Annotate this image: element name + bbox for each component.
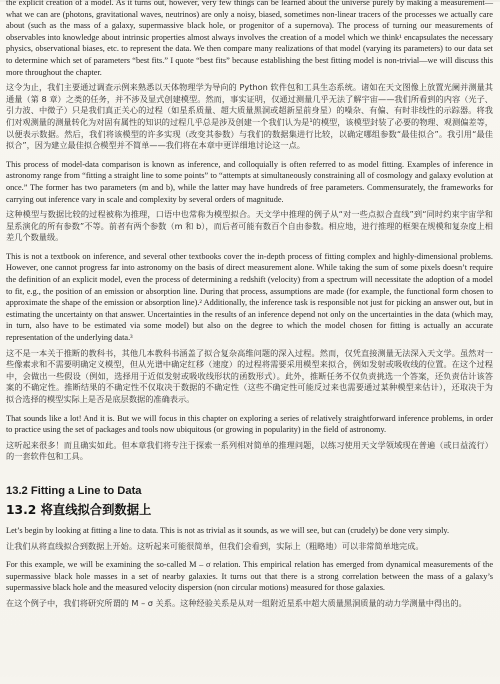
paragraph-en-1: the explicit creation of a model. As it turns out, however, very few things can be learned about the universe purely by making a measurement—what we can are (photons, gravitational waves, neutrinos) are only a noisy, biased, sometimes non-linear tracers of the processes we actually care about (such as the mass of a galaxy, supermassive black hole, or progenitor of a supernova). The process of turning our measurements of observables into knowledge about intrinsic properties almost always involves the creation of a model which we think¹ encapsulates the necessary physics, observational biases, etc. to represent the data. We then compare many realizations of that model (varying its parameters) to our data set to determine which set of parameters “best fits.” I quote “best fits” because establishing the best fitting model is non-trivial—we will discuss this more throughout the chapter. [6, 0, 493, 77]
section-spacer [6, 470, 493, 474]
paragraph-zh-1: 这令为止，我们主要通过调查示例来熟悉以天体物理学为导向的 Python 软件包和工具生态系统。诸如在天文图像上放置光阑并测量其通量（第 8 章）之类的任务，并不涉及显式创建模型。然而，事实证明，仅通过测量几乎无法了解宇宙——我们所看到的内容（光子、引力波、中微子）只是我们真正关心的过程（如星系质量、超大质量黑洞或超新星前身星）的噪杂、有偏、有时非线性的示踪器。将我们对观测量的测量转化为对固有属性的知识的过程几乎总是涉及创建一个我们认为是¹的模型，该模型封装了必要的物理、观测偏差等，以便表示数据。然后，我们将该模型的许多实现（改变其参数）与我们的数据集进行比较，以确定哪组参数“最佳拟合”。我引用“最佳拟合”，因为建立最佳拟合模型并不简单——我们将在本章中更详细地讨论这一点。 [6, 82, 493, 151]
bottom-fade [0, 674, 500, 684]
page-top-shadow [0, 0, 500, 2]
section-title-zh: 13.2 将直线拟合到数据上 [6, 502, 152, 517]
paragraph-zh-4: 这听起来很多！而且确实如此。但本章我们将专注于探索一系列相对简单的推理问题，以练习使用天文学领域现在普遍（或日益流行）的一套软件包和工具。 [6, 439, 493, 462]
paragraph-zh-3: 这不是一本关于推断的教科书，其他几本教科书涵盖了拟合复杂高维问题的深入过程。然而，仅凭直接测量无法深入天文学。虽然对一些像素求和不需要明确定义模型，但从光谱中确定红移（速度）的过程将需要采用模型来拟合，例如发射或吸收线的位置。在这个过程中，会做出一些假设（例如，选择用于近似发射或吸收线形状的函数形式）。此外，推断任务不仅负责挑选一个答案，还负责估计该答案的不确定性。推断结果的不确定性不仅取决于数据的不确定性（这些不确定性可能反过来也需要通过某种模型来估计），还取决于为拟合选择的模型实际上是否是底层数据的准确表示。 [6, 347, 493, 404]
paragraph-en-5: Let’s begin by looking at fitting a line to data. This is not as trivial as it sounds, as we will see, but can (crudely) be done very simply. [6, 525, 450, 535]
paragraph-en-3: This is not a textbook on inference, and several other textbooks cover the in-depth process of fitting complex and highly-dimensional problems. However, one cannot progress far into astronomy on the basis of direct measurement alone. While taking the sum of some pixels doesn’t require the definition of an explicit model, even the process of determining a redshift (velocity) from a spectrum will necessitate the adoption of a model to fit, e.g., the position of an emission or absorption line. During that process, assumptions are made (for example, the functional form chosen to approximate the shape of the emission or absorption line).² Additionally, the inference task is responsible not just for picking an answer out, but in estimating the uncertainty on that answer. Uncertainties in the results of an inference depend not only on the uncertainties in the data (which may, in turn, also have to be estimated via some model) but also on the degree to which the model chosen for fitting is actually an accurate representation of the underlying data.³ [6, 251, 493, 343]
paragraph-en-6: For this example, we will be examining the so-called M – σ relation. This empirical relation has emerged from dynamical measurements of the supermassive black hole masses in a set of nearby galaxies. It turns out that there is a strong correlation between the mass of a galaxy’s supermassive black hole and the measured velocity dispersion (non circular motions) measured for those galaxies. [6, 560, 493, 593]
section-title-en: 13.2 Fitting a Line to Data [6, 484, 142, 497]
paragraph-zh-2: 这种模型与数据比较的过程被称为推理，口语中也常称为模型拟合。天文学中推理的例子从“对一些点拟合直线”到“同时约束宇宙学和星系演化的所有参数”不等。前者有两个参数（m 和 b），而后者可能有数百个自由参数。相应地，进行推理的框架在规模和复杂度上相差几个数量级。 [6, 209, 493, 243]
paragraph-en-2: This process of model-data comparison is known as inference, and colloquially is often referred to as model fitting. Examples of inference in astronomy range from “fitting a straight line to some points” to “attempts at simultaneously constraining all of cosmology and galaxy evolution at once.” The former has two parameters (m and b), while the latter may have hundreds of free parameters. Commensurately, the frameworks for carrying out inference vary in scale and complexity by several orders of magnitude. [6, 159, 493, 204]
paragraph-zh-5: 让我们从将直线拟合到数据上开始。这听起来可能很简单，但我们会看到，实际上（粗略地）可以非常简单地完成。 [6, 540, 424, 551]
paragraph-zh-6: 在这个例子中，我们将研究所谓的 M – σ 关系。这种经验关系是从对一组附近星系中超大质量黑洞质量的动力学测量中得出的。 [6, 597, 467, 608]
paragraph-en-4: That sounds like a lot! And it is. But we will focus in this chapter on exploring a series of relatively straightforward inference problems, in order to practice using the set of packages and tools now ubiquitous (or growing in popularity) in the field of astronomy. [6, 413, 493, 435]
